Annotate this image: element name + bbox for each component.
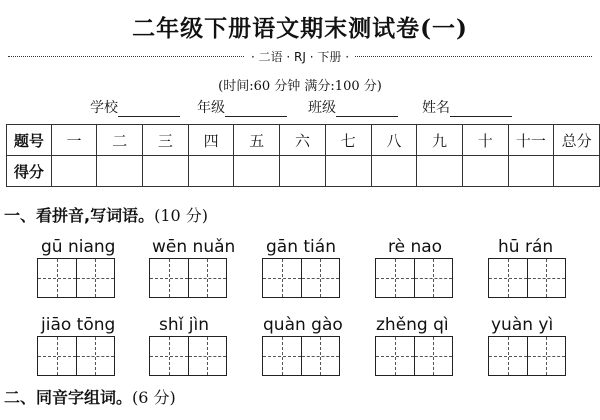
col-header-9: 九 bbox=[417, 125, 463, 156]
section-1-points: (10 分) bbox=[154, 206, 209, 225]
col-header-7: 七 bbox=[325, 125, 371, 156]
col-header-1: 一 bbox=[51, 125, 97, 156]
grid-cell[interactable] bbox=[263, 337, 301, 375]
writing-grid[interactable] bbox=[488, 258, 566, 298]
col-header-5: 五 bbox=[234, 125, 280, 156]
section-2-points: (6 分) bbox=[132, 388, 176, 407]
name-field bbox=[422, 97, 512, 117]
grade-field bbox=[197, 97, 287, 117]
grid-cell[interactable] bbox=[376, 259, 414, 297]
score-cell[interactable] bbox=[234, 156, 280, 187]
col-header-4: 四 bbox=[188, 125, 234, 156]
pinyin-label: zhěng qì bbox=[376, 315, 449, 335]
writing-grid[interactable] bbox=[149, 258, 227, 298]
grid-cell[interactable] bbox=[527, 337, 566, 375]
page-title: 二年级下册语文期末测试卷(一) bbox=[132, 15, 468, 42]
grid-cell[interactable] bbox=[38, 337, 76, 375]
score-cell[interactable] bbox=[280, 156, 326, 187]
pinyin-label: gān tián bbox=[266, 237, 336, 257]
col-header-total: 总分 bbox=[554, 125, 600, 156]
pinyin-label: jiāo tōng bbox=[41, 315, 116, 335]
subtitle bbox=[0, 48, 600, 65]
row-label-score: 得分 bbox=[7, 156, 52, 187]
col-header-2: 二 bbox=[97, 125, 143, 156]
pinyin-label: gū niang bbox=[41, 237, 116, 257]
grid-cell[interactable] bbox=[150, 259, 188, 297]
row-label-question-number: 题号 bbox=[7, 125, 52, 156]
score-cell[interactable] bbox=[554, 156, 600, 187]
grid-cell[interactable] bbox=[76, 337, 115, 375]
section-1-title: 一、看拼音,写词语。 bbox=[4, 206, 155, 225]
subtitle-text: · 二语 · RJ · 下册 · bbox=[245, 50, 355, 64]
grid-cell[interactable] bbox=[188, 337, 227, 375]
writing-grid[interactable] bbox=[37, 258, 115, 298]
writing-grid[interactable] bbox=[375, 336, 453, 376]
score-cell[interactable] bbox=[371, 156, 417, 187]
writing-grid[interactable] bbox=[262, 258, 340, 298]
section-2-heading bbox=[4, 385, 176, 408]
grid-cell[interactable] bbox=[489, 259, 527, 297]
pinyin-label: shǐ jìn bbox=[159, 315, 209, 335]
score-cell[interactable] bbox=[417, 156, 463, 187]
grid-cell[interactable] bbox=[263, 259, 301, 297]
time-info: (时间:60 分钟 满分:100 分) bbox=[218, 79, 382, 94]
grid-cell[interactable] bbox=[150, 337, 188, 375]
col-header-10: 十 bbox=[462, 125, 508, 156]
grid-cell[interactable] bbox=[301, 259, 340, 297]
section-2-title: 二、同音字组词。 bbox=[4, 388, 133, 407]
question-number-row bbox=[7, 125, 600, 156]
grade-label: 年级 bbox=[197, 100, 225, 116]
pinyin-label: wēn nuǎn bbox=[152, 237, 236, 257]
score-cell[interactable] bbox=[51, 156, 97, 187]
class-field bbox=[308, 97, 398, 117]
writing-grid[interactable] bbox=[488, 336, 566, 376]
score-cell[interactable] bbox=[325, 156, 371, 187]
score-row bbox=[7, 156, 600, 187]
pinyin-label: hū rán bbox=[498, 237, 554, 257]
pinyin-label: rè nao bbox=[388, 237, 443, 257]
col-header-6: 六 bbox=[280, 125, 326, 156]
score-cell[interactable] bbox=[508, 156, 554, 187]
grade-blank[interactable] bbox=[225, 102, 287, 117]
grid-cell[interactable] bbox=[489, 337, 527, 375]
grid-cell[interactable] bbox=[301, 337, 340, 375]
col-header-8: 八 bbox=[371, 125, 417, 156]
score-cell[interactable] bbox=[97, 156, 143, 187]
name-blank[interactable] bbox=[450, 102, 512, 117]
class-label: 班级 bbox=[308, 100, 336, 116]
school-blank[interactable] bbox=[118, 102, 180, 117]
grid-cell[interactable] bbox=[76, 259, 115, 297]
grid-cell[interactable] bbox=[414, 337, 453, 375]
score-cell[interactable] bbox=[462, 156, 508, 187]
grid-cell[interactable] bbox=[376, 337, 414, 375]
writing-grid[interactable] bbox=[149, 336, 227, 376]
grid-cell[interactable] bbox=[188, 259, 227, 297]
school-label: 学校 bbox=[90, 100, 118, 116]
col-header-11: 十一 bbox=[508, 125, 554, 156]
name-label: 姓名 bbox=[422, 100, 450, 116]
grid-cell[interactable] bbox=[414, 259, 453, 297]
pinyin-label: quàn gào bbox=[263, 315, 343, 335]
writing-grid[interactable] bbox=[375, 258, 453, 298]
writing-grid[interactable] bbox=[262, 336, 340, 376]
writing-grid[interactable] bbox=[37, 336, 115, 376]
pinyin-label: yuàn yì bbox=[491, 315, 554, 335]
grid-cell[interactable] bbox=[527, 259, 566, 297]
col-header-3: 三 bbox=[143, 125, 189, 156]
class-blank[interactable] bbox=[336, 102, 398, 117]
grid-cell[interactable] bbox=[38, 259, 76, 297]
score-cell[interactable] bbox=[143, 156, 189, 187]
score-cell[interactable] bbox=[188, 156, 234, 187]
school-field bbox=[90, 97, 180, 117]
section-1-heading bbox=[4, 203, 208, 226]
score-table bbox=[6, 124, 600, 187]
